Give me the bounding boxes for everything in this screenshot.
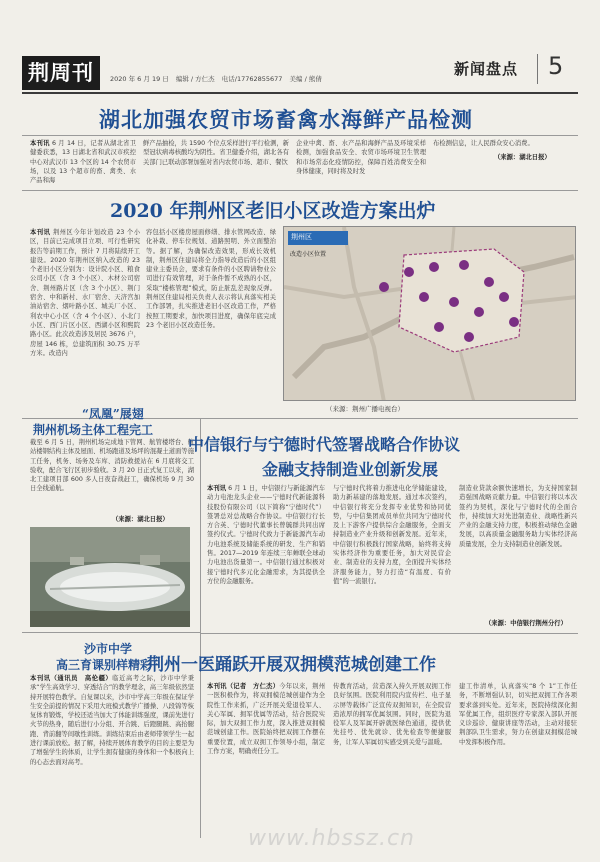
map-label: 荆州区 — [291, 233, 312, 241]
district-map — [283, 226, 576, 401]
article1-col1: 本刊讯 6 月 14 日，记者从湖北省卫健委获悉，13 日湖北省和武汉市疾控中心对武汉市 13 个区的 14 个农贸市场，以及 13 个超市的畜、禽类、水产品和海 — [30, 140, 136, 185]
sidebar1-text: 截至 6 月 5 日，荆州机场完成地下管网、航管楼塔台、航站楼钢结构主体及屋面、机场跑道及场坪的混凝土道面等施工任务，机务、场务及车库、消防救援站在 6 月底将交工验收，配合飞行区初步验收。3 月 20 日正式复工以来，湖北工建项目部 600 多人日夜奋战赶工，确保机场 9 月 30 日全线通航。 — [30, 439, 194, 493]
article3-headline-line1: 中信银行与宁德时代签署战略合作协议 — [188, 435, 461, 454]
article4-col3: 建工作清单，认真落实“8 个 1”工作任务，不断增强认识，切实把双拥工作各项要求落到实处。近年来，医院持续深化拥军优属工作，组织医疗专家深入部队开展义诊巡诊、健康讲座等活动，主动对接驻荆部队卫生需求，努力在创建双拥模范城中发挥积极作用。 — [459, 683, 577, 746]
sidebar-divider — [200, 418, 201, 838]
issue-date: 2020 年 6 月 19 日 — [110, 75, 169, 83]
article1-source: （来源：湖北日报） — [494, 154, 551, 161]
phone-credit: 电话/17762855677 — [221, 75, 283, 83]
article3-headline-line2: 金融支持制造业创新发展 — [262, 460, 439, 479]
article4-headline: 荆州一医踊跃开展双拥模范城创建工作 — [147, 655, 436, 675]
article1-col4: 布检测信息，让人民群众安心消费。 — [433, 140, 534, 147]
article1-bottom-rule — [22, 190, 578, 191]
masthead-divider — [537, 54, 538, 84]
sidebar2-text: 本刊讯（通讯员 高伦疆）临近高考之际，沙市中学秉承“学生高效学习、穿透结合”的教学理念，高三年级依然坚持开展特色教学。自复课以来，沙市中学高三年级在保证学生安全前提的情况下采用大班模式教学广播操、八段锦等恢复体育锻炼，学校还适当加大了体能训练强度，课前先进行火节的热身，随后进行小分组、开合跳、后蹬腿跳、高抬腿跑、背前翻等间歇性训练。训练结束后由老师带领学生一起进行课前放松。据了解，持续开展体育教学的目的主要是为了增强学生的体质，让学生拥有健康的身体和一个积极向上的心态去面对高考。 — [30, 675, 194, 766]
watermark: www.hbssz.cn — [248, 826, 415, 851]
article4-col1: 本刊讯（记者 方仁杰）今年以来，荆州一医积极作为，将双拥模范城创建作为全院性工作来抓，广泛开展关爱退役军人、关心军属、拥军优属等活动，结合医院实际，加大双拥工作力度，深入推进双拥模范城创建工作。医院始终把双拥工作摆在重要位置，成立双拥工作领导小组，制定工作方案，明确责任分工。 — [207, 683, 325, 756]
editor-credit: 编辑 / 方仁杰 — [175, 75, 215, 83]
sidebar2-top-rule — [22, 632, 200, 633]
sidebar1-kicker: “凤凰”展翅 — [82, 407, 144, 421]
article1-col3: 企业中禽、畜、水产品和海鲜产品及环境采样检测，加强食品安全、农贸市场环境卫生管理和市场常态化疫情防控，保障百姓消费安全和身体健康，同时将及时发 — [296, 140, 426, 175]
article3-bottom-rule — [201, 633, 578, 634]
article1-col2: 鲜产品抽检，共 1590 个位点采样进行平行检测，新型冠状病毒核酸均为阴性。省卫健委介绍，湖北各有关部门已联动部署加强对省内农贸市场、超市、餐饮 — [143, 140, 289, 166]
masthead-logo: 荆周刊 — [22, 56, 100, 90]
article2-headline: 2020 年荆州区老旧小区改造方案出炉 — [110, 200, 436, 222]
article3-col1: 本刊讯 6 月 1 日，中信银行与新能源汽车动力电池龙头企业——宁德时代新能源科技股份有限公司（以下简称“宁德时代”）签署总对总战略合作协议。中信银行行长方合英、宁德时代董事长曾毓群共同出席签约仪式。宁德时代致力于新能源汽车动力电池系统及储能系统的研发、生产和销售。2017—2019 年连续三年蝉联全球动力电池出货量第一。中信银行通过积极对接宁德时代多元化金融需求，为其提供全方位的金融服务。 — [207, 485, 325, 585]
section-title: 新闻盘点 — [454, 60, 519, 78]
article2-col2: 容包括小区楼房屋面修缮、排水管网改造、绿化补栽、停车位规划、道路照明、外立面整治等。据了解，为确保改造效果，形成长效机制，荆州区住建局将全力指导改造后的小区组建业主委员会，要求有条件的小区聘请物业公司进行有效管理，对于条件暂不成熟的小区，采取“楼栋管理”模式，防止脏乱差现象反弹。荆州区住建局相关负责人表示将认真落实相关工作部署，扎实推进老旧小区改造工作，严格按照工期要求，加快项目进度，确保年底完成 23 个老旧小区改造任务。 — [146, 229, 276, 329]
article4-col2: 传教育活动，营造深入持久开展双拥工作良好氛围。医院利用院内宣传栏、电子显示屏等载体广泛宣传双拥知识，在全院营造浓厚的拥军优属氛围。同时，医院为退役军人及军属开辟就医绿色通道，提供优先挂号、优先就诊、优先检查等便捷服务，让军人军属切实感受到关爱与温暖。 — [333, 683, 451, 746]
masthead-info — [110, 74, 327, 83]
masthead-rule — [22, 92, 578, 94]
masthead — [0, 0, 600, 92]
map-legend: 改造小区位置 — [290, 251, 327, 258]
article3-source: （来源：中信银行荆州分行） — [485, 620, 567, 627]
sidebar1-source: （来源：湖北日报） — [112, 516, 169, 523]
sidebar1-headline: 荆州机场主体工程完工 — [33, 423, 154, 437]
airport-photo — [30, 527, 190, 627]
article2-col1: 本刊讯 荆州区今年计划改造 23 个小区，目前已完成项目立项、可行性研究报告等前期工作，预计 7 月将陆续开工建设。2020 年荆州区纳入改造的 23 个老旧小区分别为：设计院小区、粮食公司小区（含 3 个小区）、木材公司宿舍、荆州路片区（含 3 个小区）、荆门宿舍、中和新村、水厂宿舍、天济宫加油站宿舍、烟叶路小区、城关厂小区、利农中心小区（含 4 个小区）、小北门小区、西门片区小区、西湖小区和熙院路小区。此次改造涉及居民 3676 户，房屋 146 栋，总建筑面积 30.75 万平方米。改造内 — [30, 229, 140, 357]
designer-credit: 美编 / 熊倩 — [289, 75, 322, 83]
sidebar2-headline1: 沙市中学 — [84, 642, 133, 656]
article1-top-rule — [22, 135, 578, 136]
map-source: （来源：荆州广播电视台） — [326, 405, 404, 413]
airport-photo-graphic — [30, 527, 190, 627]
article3-col3: 制造业贷款余额快速增长，为支持国家制造强国战略贡献力量。中信银行将以本次签约为契机，深化与宁德时代的全面合作，持续加大对先进制造业、战略性新兴产业的金融支持力度，积极推动绿色金融发展，以高质量金融服务助力实体经济高质量发展，全力支持制造业创新发展。 — [459, 485, 577, 548]
district-map-graphic — [284, 227, 576, 401]
article3-col2: 与宁德时代将着力推进电化学储能建设，助力新基建的落地发展。通过本次签约，中信银行将充分发挥专业优势和协同优势，与中信集团成员单位共同为宁德时代及上下游客户提供综合金融服务，全面支持制造业产业升级和创新发展。近年来，中信银行积极践行国家战略，始终将支持实体经济作为重要任务，加大对民营企业、制造业的支持力度，全面提升实体经济服务能力，努力打造“有温度、有价值”的一流银行。 — [333, 485, 451, 585]
page-number: 5 — [548, 52, 564, 80]
sidebar2-headline2: 高三育课别样精彩 — [56, 658, 153, 672]
article1-headline: 湖北加强农贸市场畜禽水海鲜产品检测 — [99, 107, 473, 132]
